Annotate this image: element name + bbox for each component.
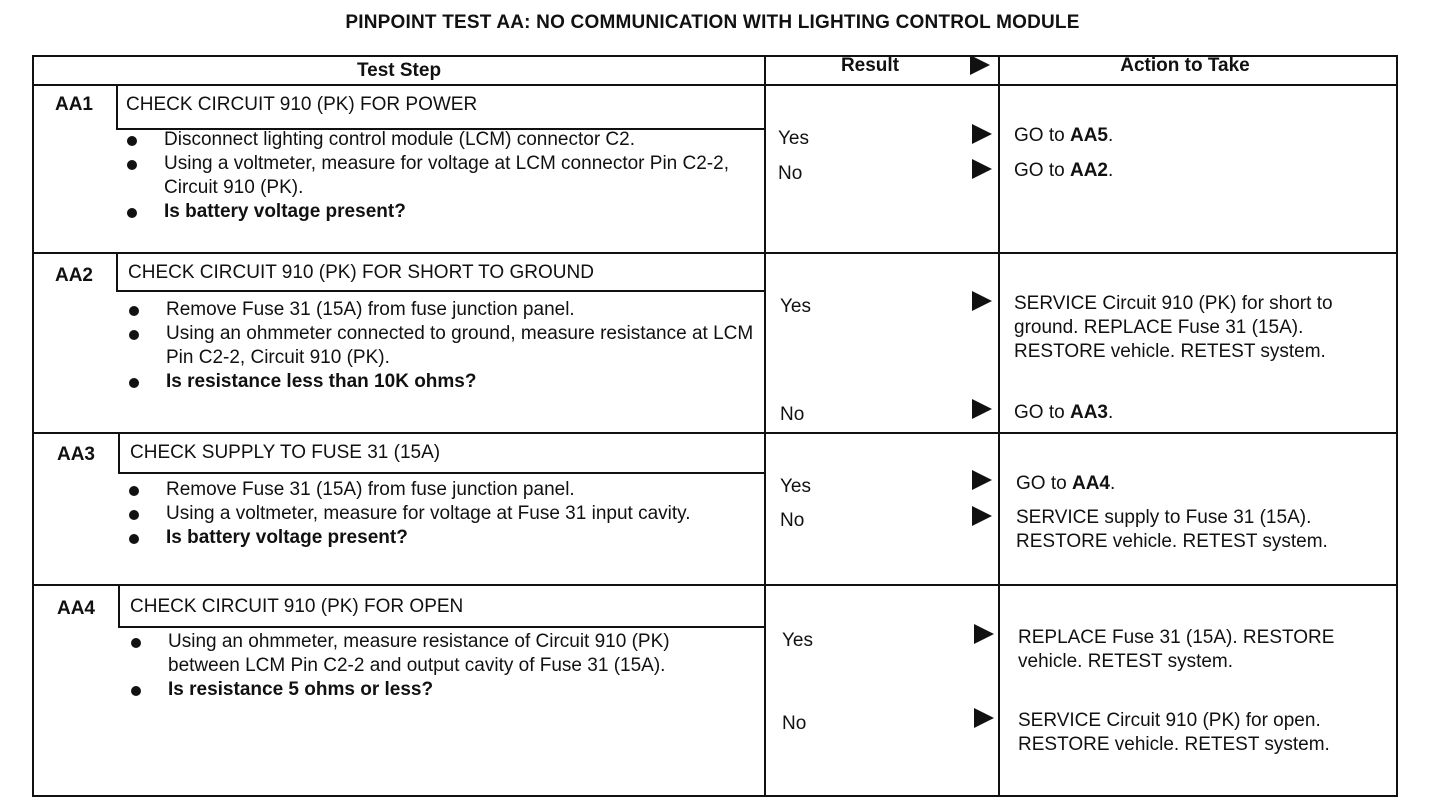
bullet-icon (129, 510, 139, 520)
arrow-icon (974, 708, 994, 728)
result-yes: Yes (782, 630, 813, 651)
step-title-divider (118, 472, 764, 474)
step-id: AA3 (56, 444, 95, 465)
bullet-icon (129, 486, 139, 496)
instruction-item: Using an ohmmeter, measure resistance of Circuit 910 (PK) between LCM Pin C2-2 and output cavity of Fuse 31 (15A). (128, 630, 740, 678)
result-no: No (778, 163, 803, 184)
page-title: PINPOINT TEST AA: NO COMMUNICATION WITH LIGHTING CONTROL MODULE (345, 12, 1080, 33)
step-title-divider (116, 290, 764, 292)
bullet-icon (127, 160, 137, 170)
step-id: AA2 (54, 265, 93, 286)
action-no: GO to AA3. (1014, 402, 1114, 423)
result-yes: Yes (780, 476, 811, 497)
column-divider-result (764, 55, 766, 797)
bullet-icon (129, 534, 139, 544)
step-id-divider (116, 254, 118, 290)
action-yes: REPLACE Fuse 31 (15A). RESTORE vehicle. RETEST system. (1018, 627, 1335, 672)
instruction-item: Using a voltmeter, measure for voltage at LCM connector Pin C2-2, Circuit 910 (PK). (124, 152, 754, 200)
step-instructions (126, 478, 756, 550)
step-title-divider (118, 626, 764, 628)
arrow-icon (972, 506, 992, 526)
header-result: Result (840, 55, 900, 76)
step-id-divider (118, 586, 120, 626)
step-title: CHECK CIRCUIT 910 (PK) FOR POWER (126, 94, 478, 115)
step-id: AA4 (56, 598, 95, 619)
column-divider-action (998, 55, 1000, 797)
arrow-icon (974, 624, 994, 644)
action-no: SERVICE Circuit 910 (PK) for open. RESTORE vehicle. RETEST system. (1018, 710, 1330, 755)
action-yes: GO to AA5. (1014, 125, 1114, 146)
row-divider (32, 252, 1398, 254)
bullet-icon (131, 638, 141, 648)
bullet-icon (127, 208, 137, 218)
step-instructions (124, 128, 754, 224)
step-id-divider (118, 434, 120, 472)
step-title: CHECK SUPPLY TO FUSE 31 (15A) (130, 442, 441, 463)
result-no: No (780, 510, 805, 531)
action-no: SERVICE supply to Fuse 31 (15A). RESTORE vehicle. RETEST system. (1016, 507, 1328, 552)
bullet-icon (129, 378, 139, 388)
step-title: CHECK CIRCUIT 910 (PK) FOR SHORT TO GROUND (128, 262, 594, 283)
step-instructions (128, 630, 740, 702)
step-id: AA1 (54, 94, 93, 115)
instruction-question: Is resistance 5 ohms or less? (128, 678, 740, 702)
header-test-step: Test Step (356, 60, 442, 81)
header-arrow-icon (970, 55, 990, 75)
bullet-icon (127, 136, 137, 146)
result-yes: Yes (780, 296, 811, 317)
row-divider (32, 584, 1398, 586)
bullet-icon (129, 330, 139, 340)
action-yes: GO to AA4. (1016, 473, 1116, 494)
result-yes: Yes (778, 128, 809, 149)
arrow-icon (972, 399, 992, 419)
instruction-item: Remove Fuse 31 (15A) from fuse junction panel. (126, 298, 756, 322)
bullet-icon (129, 306, 139, 316)
action-no: GO to AA2. (1014, 160, 1114, 181)
arrow-icon (972, 124, 992, 144)
step-title: CHECK CIRCUIT 910 (PK) FOR OPEN (130, 596, 464, 617)
bullet-icon (131, 686, 141, 696)
instruction-item: Remove Fuse 31 (15A) from fuse junction panel. (126, 478, 756, 502)
header-action: Action to Take (1120, 55, 1250, 76)
step-instructions (126, 298, 756, 394)
arrow-icon (972, 470, 992, 490)
header-divider (32, 84, 1398, 86)
instruction-question: Is resistance less than 10K ohms? (126, 370, 756, 394)
row-divider (32, 432, 1398, 434)
instruction-item: Using an ohmmeter connected to ground, measure resistance at LCM Pin C2-2, Circuit 910 (PK). (126, 322, 756, 370)
arrow-icon (972, 159, 992, 179)
instruction-item: Using a voltmeter, measure for voltage at Fuse 31 input cavity. (126, 502, 756, 526)
instruction-item: Disconnect lighting control module (LCM) connector C2. (124, 128, 754, 152)
result-no: No (780, 404, 805, 425)
action-yes: SERVICE Circuit 910 (PK) for short to ground. REPLACE Fuse 31 (15A). RESTORE vehicle. RETEST system. (1014, 293, 1333, 362)
arrow-icon (972, 291, 992, 311)
result-no: No (782, 713, 807, 734)
instruction-question: Is battery voltage present? (126, 526, 756, 550)
instruction-question: Is battery voltage present? (124, 200, 754, 224)
step-id-divider (116, 86, 118, 128)
